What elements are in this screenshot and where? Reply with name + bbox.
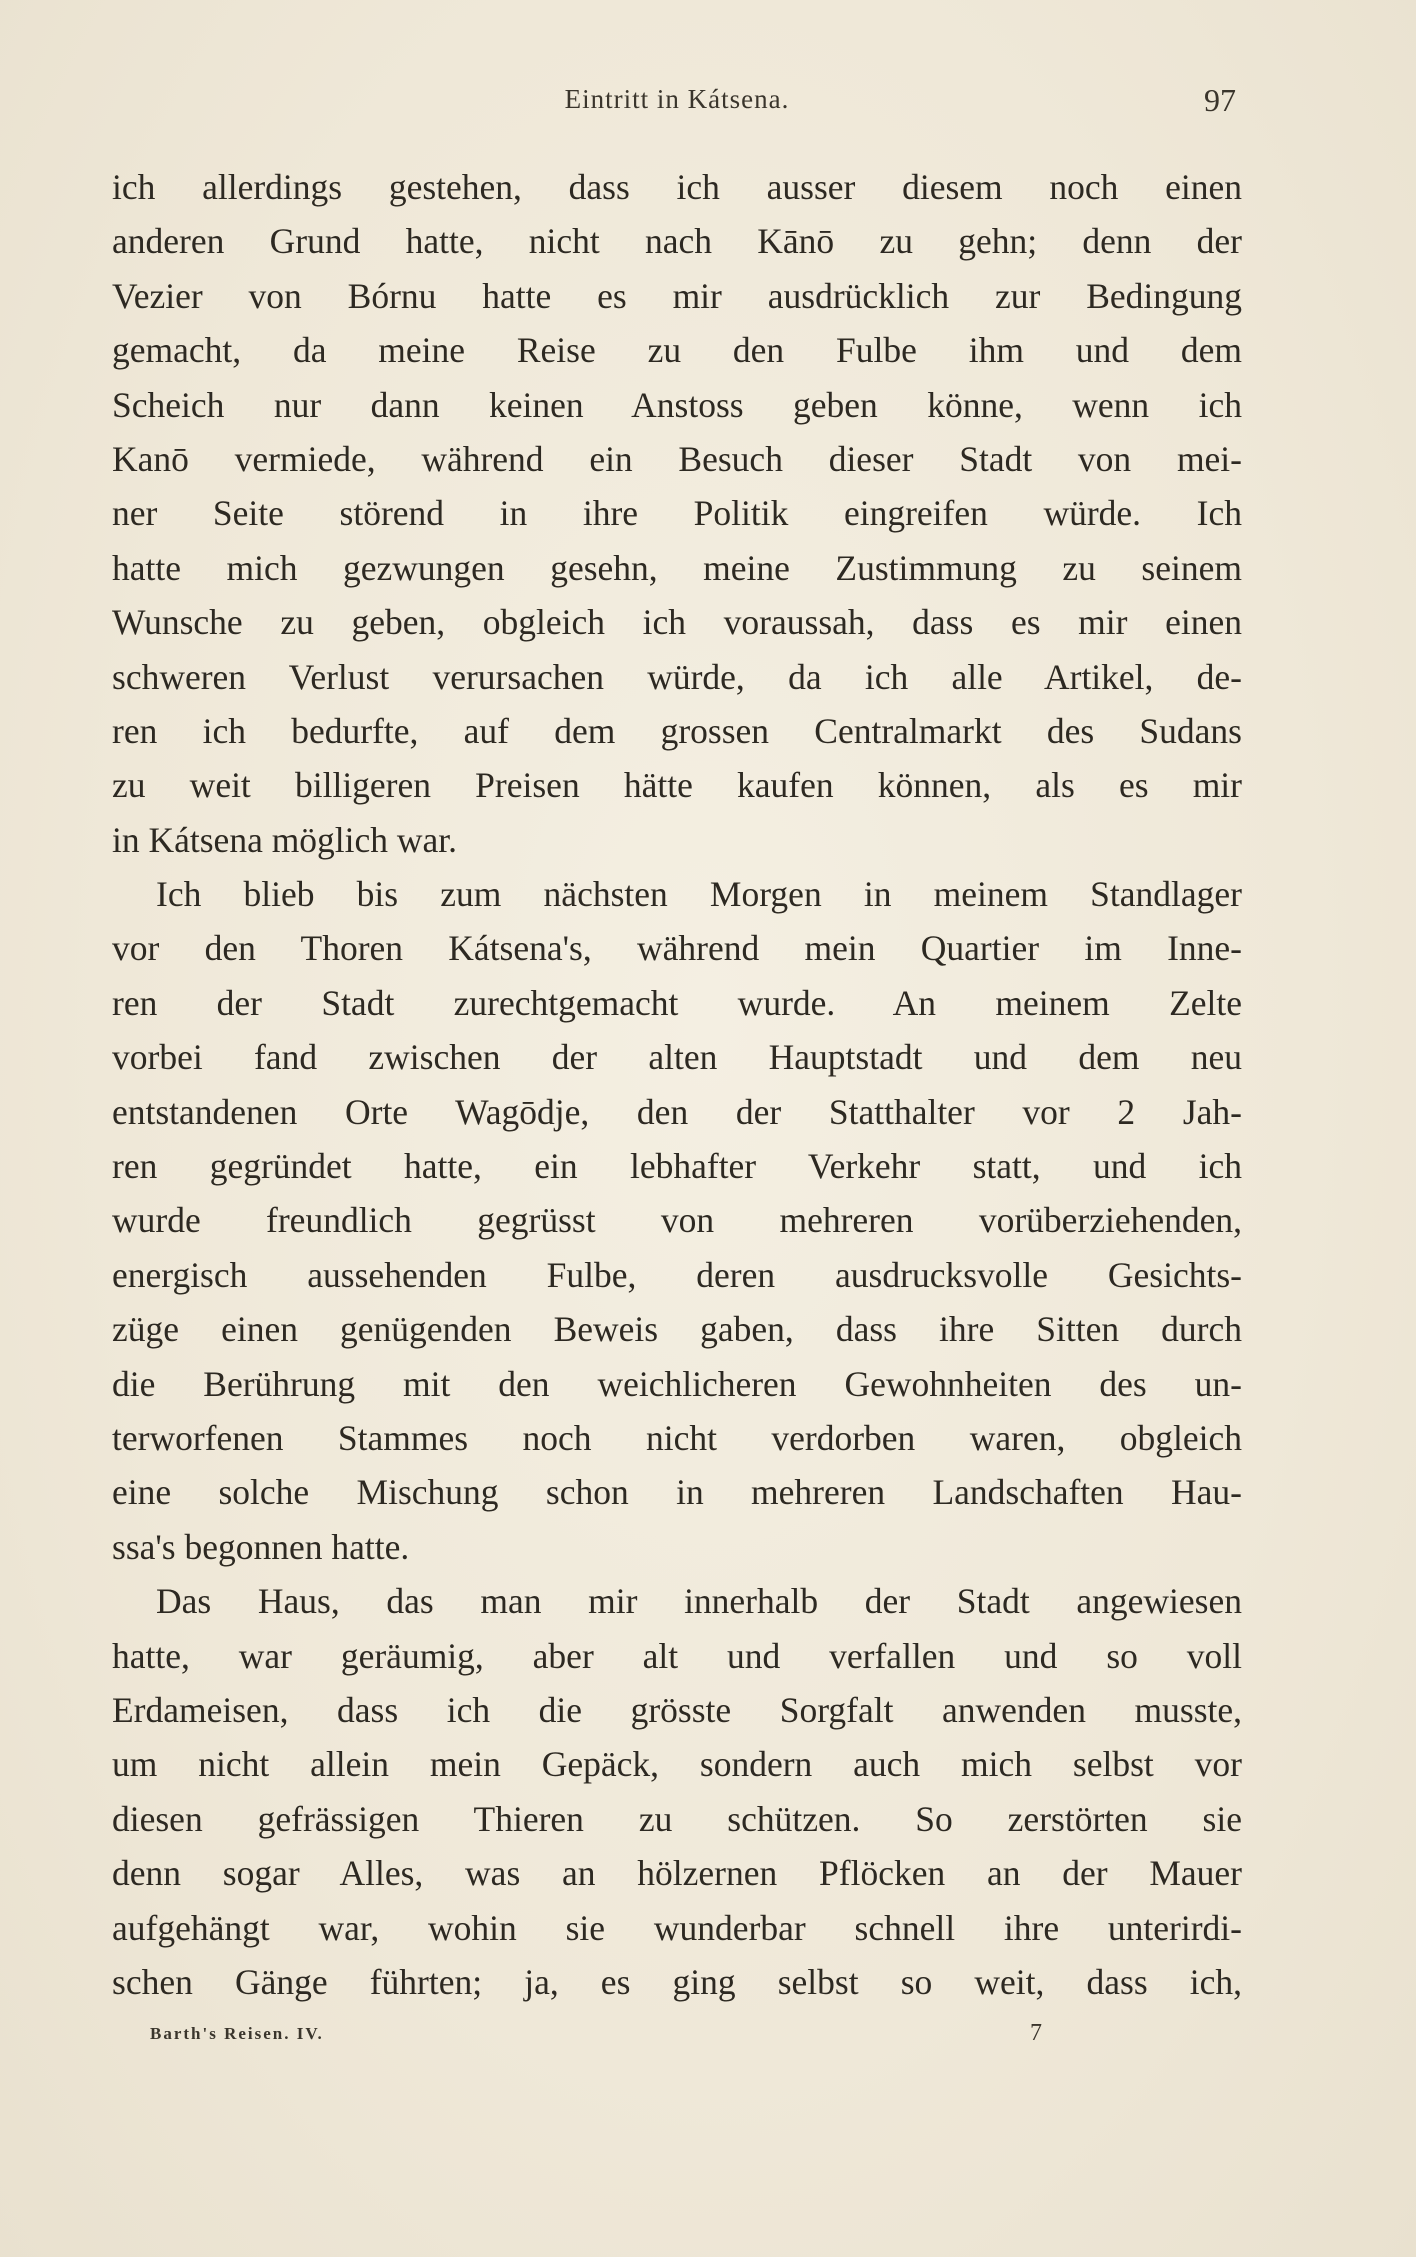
page-footer	[150, 2020, 1050, 2054]
text-line: aufgehängt war, wohin sie wunderbar schnell ihre unterirdi-	[112, 1907, 1242, 1948]
text-line: hatte, war geräumig, aber alt und verfallen und so voll	[112, 1635, 1242, 1676]
text-line: ssa's begonnen hatte.	[112, 1526, 410, 1567]
text-line: eine solche Mischung schon in mehreren Landschaften Hau-	[112, 1472, 1242, 1513]
text-line: um nicht allein mein Gepäck, sondern auch mich selbst vor	[112, 1744, 1242, 1785]
printer-signature: Barth's Reisen. IV.	[150, 2024, 324, 2043]
running-title: Eintritt in Kátsena.	[564, 84, 790, 114]
text-line: Erdameisen, dass ich die grösste Sorgfalt anwenden musste,	[112, 1689, 1242, 1730]
text-line: ren ich bedurfte, auf dem grossen Centralmarkt des Sudans	[112, 710, 1242, 751]
text-line: in Kátsena möglich war.	[112, 819, 458, 860]
body-text	[112, 160, 1242, 2009]
text-line: Das Haus, das man mir innerhalb der Stadt angewiesen	[156, 1581, 1242, 1622]
text-line: wurde freundlich gegrüsst von mehreren vorüberziehenden,	[112, 1200, 1242, 1241]
text-line: Wunsche zu geben, obgleich ich voraussah, dass es mir einen	[112, 602, 1242, 643]
text-line: entstandenen Orte Wagōdje, den der Statthalter vor 2 Jah-	[112, 1091, 1242, 1132]
text-line: terworfenen Stammes noch nicht verdorben waren, obgleich	[112, 1417, 1242, 1458]
text-line: anderen Grund hatte, nicht nach Kānō zu gehn; denn der	[112, 221, 1242, 262]
text-line: Scheich nur dann keinen Anstoss geben könne, wenn ich	[112, 384, 1242, 425]
text-line: denn sogar Alles, was an hölzernen Pflöcken an der Mauer	[112, 1853, 1242, 1894]
text-line: gemacht, da meine Reise zu den Fulbe ihm und dem	[112, 330, 1242, 371]
text-line: diesen gefrässigen Thieren zu schützen. So zerstörten sie	[112, 1798, 1242, 1839]
text-line: schen Gänge führten; ja, es ging selbst so weit, dass ich,	[112, 1961, 1242, 2002]
text-line: Ich blieb bis zum nächsten Morgen in meinem Standlager	[156, 874, 1242, 915]
text-line: die Berührung mit den weichlicheren Gewohnheiten des un-	[112, 1363, 1242, 1404]
text-line: Vezier von Bórnu hatte es mir ausdrücklich zur Bedingung	[112, 275, 1242, 316]
text-line: vor den Thoren Kátsena's, während mein Quartier im Inne-	[112, 928, 1242, 969]
text-line: Kanō vermiede, während ein Besuch dieser Stadt von mei-	[112, 438, 1242, 479]
text-line: hatte mich gezwungen gesehn, meine Zustimmung zu seinem	[112, 547, 1242, 588]
running-head	[112, 84, 1242, 124]
text-line: energisch aussehenden Fulbe, deren ausdrucksvolle Gesichts-	[112, 1254, 1242, 1295]
text-line: schweren Verlust verursachen würde, da ich alle Artikel, de-	[112, 656, 1242, 697]
text-line: zu weit billigeren Preisen hätte kaufen können, als es mir	[112, 765, 1242, 806]
text-line: ren gegründet hatte, ein lebhafter Verkehr statt, und ich	[112, 1146, 1242, 1187]
signature-mark: 7	[1030, 2020, 1042, 2046]
text-line: ren der Stadt zurechtgemacht wurde. An meinem Zelte	[112, 982, 1242, 1023]
text-line: ner Seite störend in ihre Politik eingreifen würde. Ich	[112, 493, 1242, 534]
text-line: ich allerdings gestehen, dass ich ausser diesem noch einen	[112, 167, 1242, 207]
page-number: 97	[1204, 82, 1236, 118]
text-line: vorbei fand zwischen der alten Hauptstadt und dem neu	[112, 1037, 1242, 1078]
text-line: züge einen genügenden Beweis gaben, dass ihre Sitten durch	[112, 1309, 1242, 1350]
